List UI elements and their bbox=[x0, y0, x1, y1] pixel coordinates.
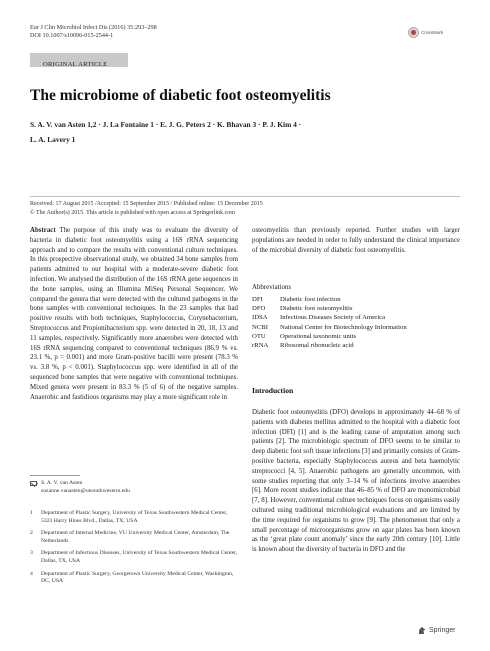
abstract-text: The purpose of this study was to evaluate the diversity of bacteria in diabetic foot osteomyelitis using a 16S rRNA sequencing approach and to compare the results with conventional culture techniques. In this prospective observational study, we obtained 34 bone samples from patients admitted to our hospital with a moderate-severe diabetic foot infection. We analysed the distribution of the 16S rRNA gene sequences in the bone samples, using an Illumina MiSeq Personal Sequencer. We compared the genera that were detected with the cultured pathogens in the bone samples with conventional techniques. In the 23 samples that had positive results with both techniques, Staphylococcus, Corynebacterium, Streptococcus and Propionibacterium spp. were detected in 20, 18, 13 and 11 samples, respectively. Significantly more anaerobes were detected with 16S rRNA sequencing compared to conventional techniques (86.9 % vs. 23.1 %, p = 0.001) and more Gram-positive bacilli were present (78.3 % vs. 3.8 %, p < 0.001). Staphylococcus spp. were identified in all of the sequenced bone samples that were negative with conventional techniques. Mixed genera were present in 83.3 % (5 of 6) of the negative samples. Anaerobic and fastidious organisms may play a more significant role in bbox=[30, 227, 238, 401]
abbreviation-row: DFO Diabetic foot osteomyelitis bbox=[252, 305, 353, 313]
abbreviation-row: rRNA Ribosomal ribonucleic acid bbox=[252, 342, 354, 350]
crossmark-icon bbox=[408, 27, 419, 38]
abbreviation-row: DFI Diabetic foot infection bbox=[252, 296, 341, 303]
affiliation: 2 Department of Internal Medicine, VU University Medical Center, Amsterdam, The Netherlands bbox=[30, 530, 230, 544]
introduction-text: Diabetic foot osteomyelitis (DFO) develops in approximately 44–68 % of patients with diabetes mellitus admitted to the hospital with a diabetic foot infection (DFI) [1] and is the leading cause of amputation among such patients [2]. The microbiologic spectrum of DFO seems to be similar to deep diabetic foot soft tissue infections [3] and primarily consists of Gram-positive bacteria, especially Staphylococcus aureus and beta haemolytic streptococci [4, 5]. Anaerobic pathogens are generally uncommon, with some studies reporting that only 3–14 % of infections involve anaerobes [6]. More recent studies indicate that 46–85 % of DFO are monomicrobial [7, 8]. However, conventional culture techniques focus on organisms easily cultured using traditional microbiological evaluations and are limited by the time required for organisms to grow [9]. The phenomenon that only a small percentage of microorganisms grow on agar plates has been known as the ‘great plate count anomaly’ since the early 20th century [10]. Little is known about the diversity of bacteria in DFO and the bbox=[252, 409, 460, 554]
article-type: ORIGINAL ARTICLE bbox=[43, 61, 108, 68]
correspondence bbox=[30, 480, 240, 495]
springer-logo: Springer bbox=[418, 626, 455, 635]
abstract bbox=[30, 226, 238, 402]
envelope-icon bbox=[30, 481, 37, 486]
doi: DOI 10.1007/s10096-015-2544-1 bbox=[30, 32, 114, 39]
footnote-rule bbox=[30, 475, 80, 476]
abbreviation-row: NCBI National Center for Biotechnology Information bbox=[252, 323, 407, 331]
authors bbox=[30, 117, 470, 147]
abstract-continued: osteomyelitis than previously reported. Further studies with larger populations are needed in order to fully understand the clinical importance of the microbial diversity of diabetic foot osteomyelitis. bbox=[252, 227, 460, 254]
affiliation: 3 Department of Infectious Diseases, University of Texas Southwestern Medical Center, Dallas, TX, USA bbox=[30, 550, 238, 564]
journal-citation: Eur J Clin Microbiol Infect Dis (2016) 35:293–298 bbox=[30, 24, 157, 31]
article-type-bar bbox=[30, 53, 128, 67]
introduction-heading: Introduction bbox=[252, 386, 294, 395]
corresponding-email[interactable]: suzanne.vanasten@utsouthwestern.edu bbox=[41, 487, 130, 494]
corresponding-author: S. A. V. van Asten bbox=[41, 480, 83, 486]
abbreviation-row: IDSA Infectious Diseases Society of America bbox=[252, 314, 386, 322]
abbreviations bbox=[252, 283, 460, 350]
abbreviation-row: OTU Operational taxonomic units bbox=[252, 332, 357, 340]
abstract-label: Abstract bbox=[30, 227, 56, 234]
authors-line-2: L. A. Lavery 1 bbox=[30, 135, 76, 144]
authors-line-1: S. A. V. van Asten 1,2 · J. La Fontaine 1 · E. J. G. Peters 2 · K. Bhavan 3 · P. J. Kim 4 · bbox=[30, 120, 302, 129]
divider bbox=[30, 196, 460, 197]
affiliation: 4 Department of Plastic Surgery, Georgetown University Medical Center, Washington, DC, USA bbox=[30, 570, 234, 585]
affiliation: 1 Department of Plastic Surgery, University of Texas Southwestern Medical Center, 5323 Harry Hines Blvd., Dallas, TX, USA bbox=[30, 510, 228, 524]
crossmark-badge[interactable]: CrossMark bbox=[408, 27, 443, 38]
article-history bbox=[30, 200, 460, 217]
dates: Received: 17 August 2015 /Accepted: 15 September 2015 / Published online: 15 December 2015 bbox=[30, 201, 263, 207]
knight-icon bbox=[418, 626, 426, 635]
abbreviations-heading: Abbreviations bbox=[252, 284, 292, 291]
affiliations bbox=[30, 510, 240, 586]
copyright: © The Author(s) 2015. This article is published with open access at Springerlink.com bbox=[30, 209, 235, 216]
article-title: The microbiome of diabetic foot osteomyelitis bbox=[30, 87, 331, 104]
